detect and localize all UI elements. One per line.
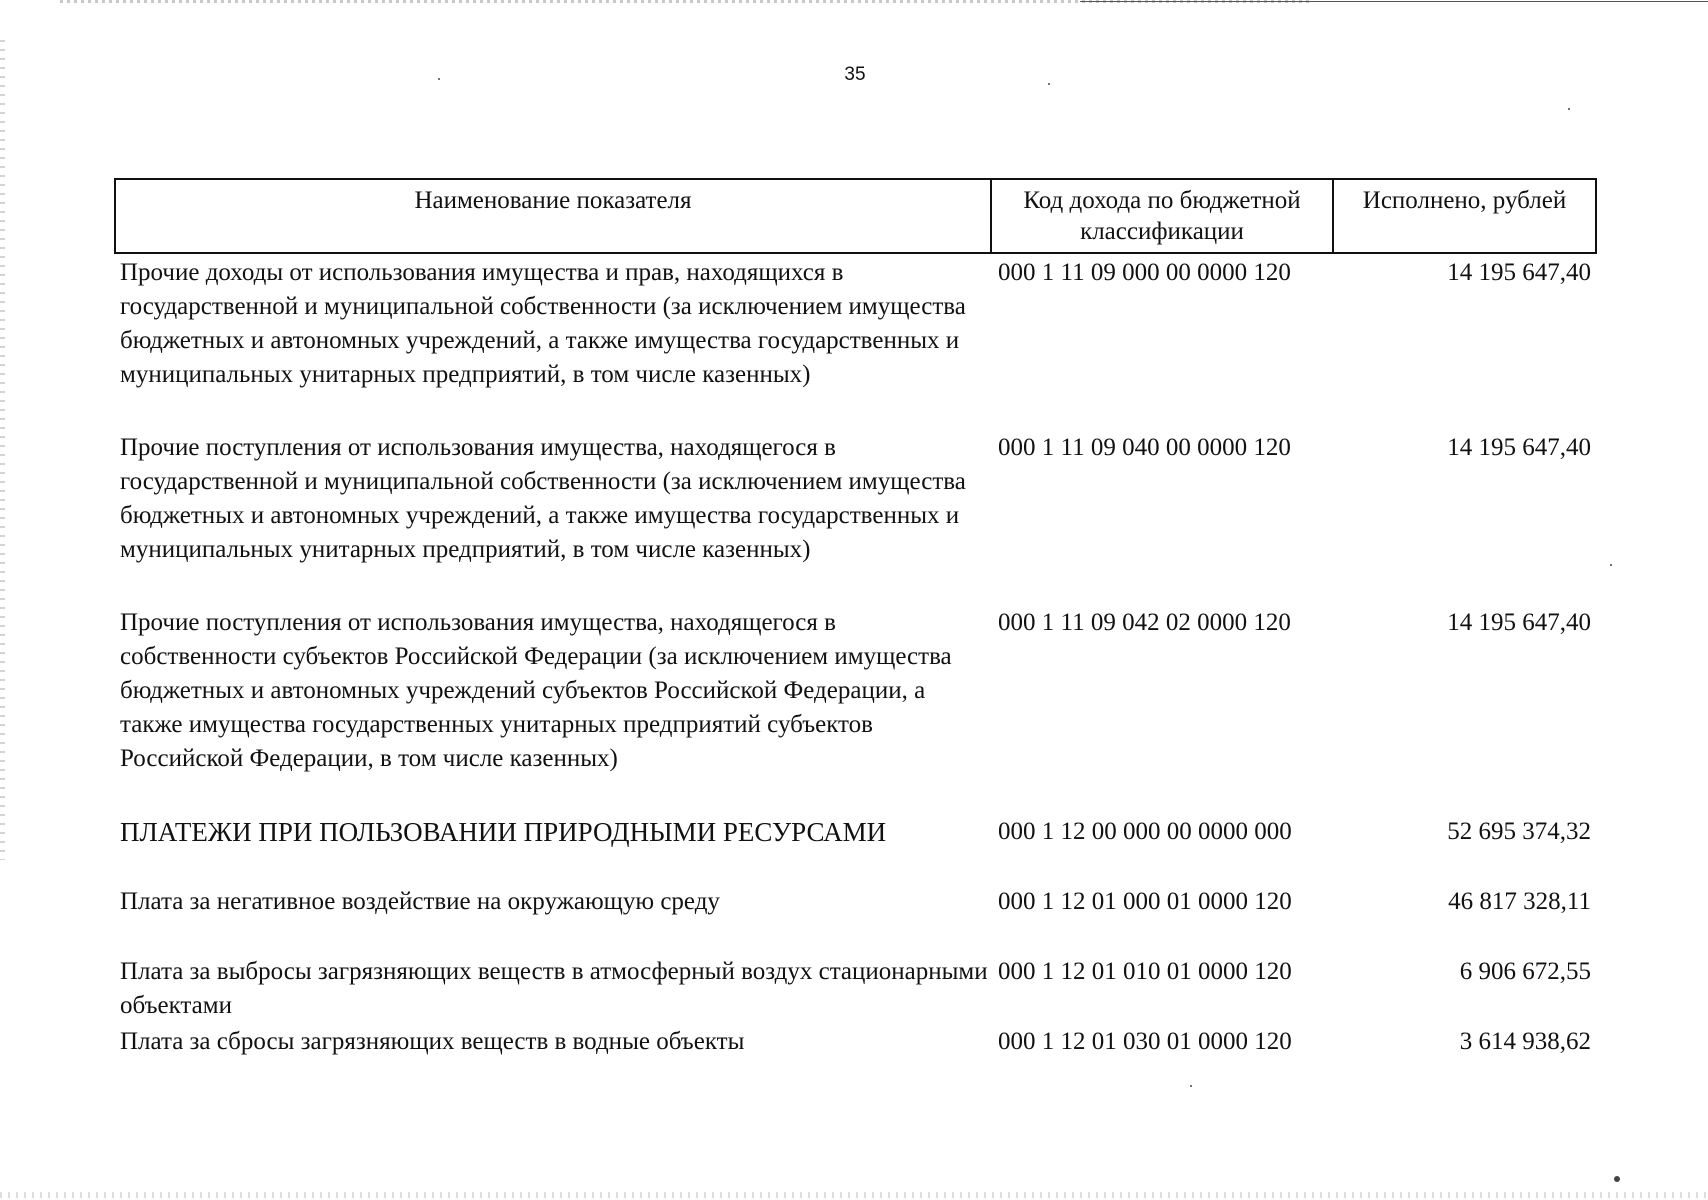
table-row (114, 885, 1597, 955)
table-header (114, 178, 1597, 254)
scan-edge-line (1080, 1, 1708, 2)
table-row-section (114, 815, 1597, 885)
row-budget-code: 000 1 11 09 040 00 0000 120 (998, 434, 1291, 461)
table-body (114, 256, 1597, 1065)
header-indicator-name: Наименование показателя (414, 187, 692, 214)
row-executed-amount: 46 817 328,11 (1448, 888, 1591, 915)
row-indicator-name: Прочие поступления от использования имущества, находящегося в государственной и муниципальной собственности (за исключением имущества бюджетных и автономных учреждений, а также имущества государственных и муниципальных унитарных предприятий, в том числе казенных) (120, 434, 966, 563)
row-budget-code: 000 1 11 09 000 00 0000 120 (998, 259, 1291, 286)
row-executed-amount: 6 906 672,55 (1459, 958, 1591, 985)
page-number (0, 64, 1708, 86)
row-executed-amount: 14 195 647,40 (1447, 259, 1591, 286)
header-budget-code: Код дохода по бюджетной классификации (990, 180, 1332, 252)
row-executed-amount: 14 195 647,40 (1447, 609, 1591, 636)
scan-speck (1568, 108, 1570, 110)
table-row (114, 1025, 1597, 1065)
row-indicator-name: Прочие поступления от использования имущества, находящегося в собственности субъектов Российской Федерации (за исключением имущества бюджетных и автономных учреждений субъектов Российской Федерации, а также имущества государственных унитарных предприятий субъектов Российской Федерации, в том числе казенных) (120, 609, 952, 772)
table-row (114, 431, 1597, 606)
scan-noise-left (0, 40, 5, 860)
header-executed-amount: Исполнено, рублей (1332, 180, 1595, 252)
revenue-table (114, 178, 1597, 1065)
page-number-text: 35 (844, 64, 866, 85)
scan-speck (1614, 1176, 1620, 1182)
row-budget-code: 000 1 12 01 000 01 0000 120 (998, 888, 1292, 915)
row-indicator-name: Плата за выбросы загрязняющих веществ в атмосферный воздух стационарными объектами (120, 958, 988, 1019)
row-executed-amount: 52 695 374,32 (1447, 818, 1591, 845)
scan-speck (1190, 1085, 1192, 1087)
row-indicator-name: Прочие доходы от использования имущества и прав, находящихся в государственной и муниципальной собственности (за исключением имущества бюджетных и автономных учреждений, а также имущества государственных и муниципальных унитарных предприятий, в том числе казенных) (120, 259, 966, 388)
scan-speck (1610, 564, 1612, 566)
row-indicator-name: Плата за негативное воздействие на окружающую среду (120, 888, 720, 915)
row-budget-code: 000 1 11 09 042 02 0000 120 (998, 609, 1291, 636)
row-executed-amount: 3 614 938,62 (1459, 1028, 1591, 1055)
row-budget-code: 000 1 12 01 030 01 0000 120 (998, 1028, 1292, 1055)
row-executed-amount: 14 195 647,40 (1447, 434, 1591, 461)
table-row (114, 606, 1597, 815)
table-row (114, 256, 1597, 431)
row-budget-code: 000 1 12 01 010 01 0000 120 (998, 958, 1292, 985)
scan-noise-bottom (0, 1192, 1708, 1198)
row-indicator-name: ПЛАТЕЖИ ПРИ ПОЛЬЗОВАНИИ ПРИРОДНЫМИ РЕСУРСАМИ (120, 817, 887, 847)
row-budget-code: 000 1 12 00 000 00 0000 000 (998, 818, 1292, 845)
table-row (114, 955, 1597, 1025)
row-indicator-name: Плата за сбросы загрязняющих веществ в водные объекты (120, 1028, 745, 1055)
